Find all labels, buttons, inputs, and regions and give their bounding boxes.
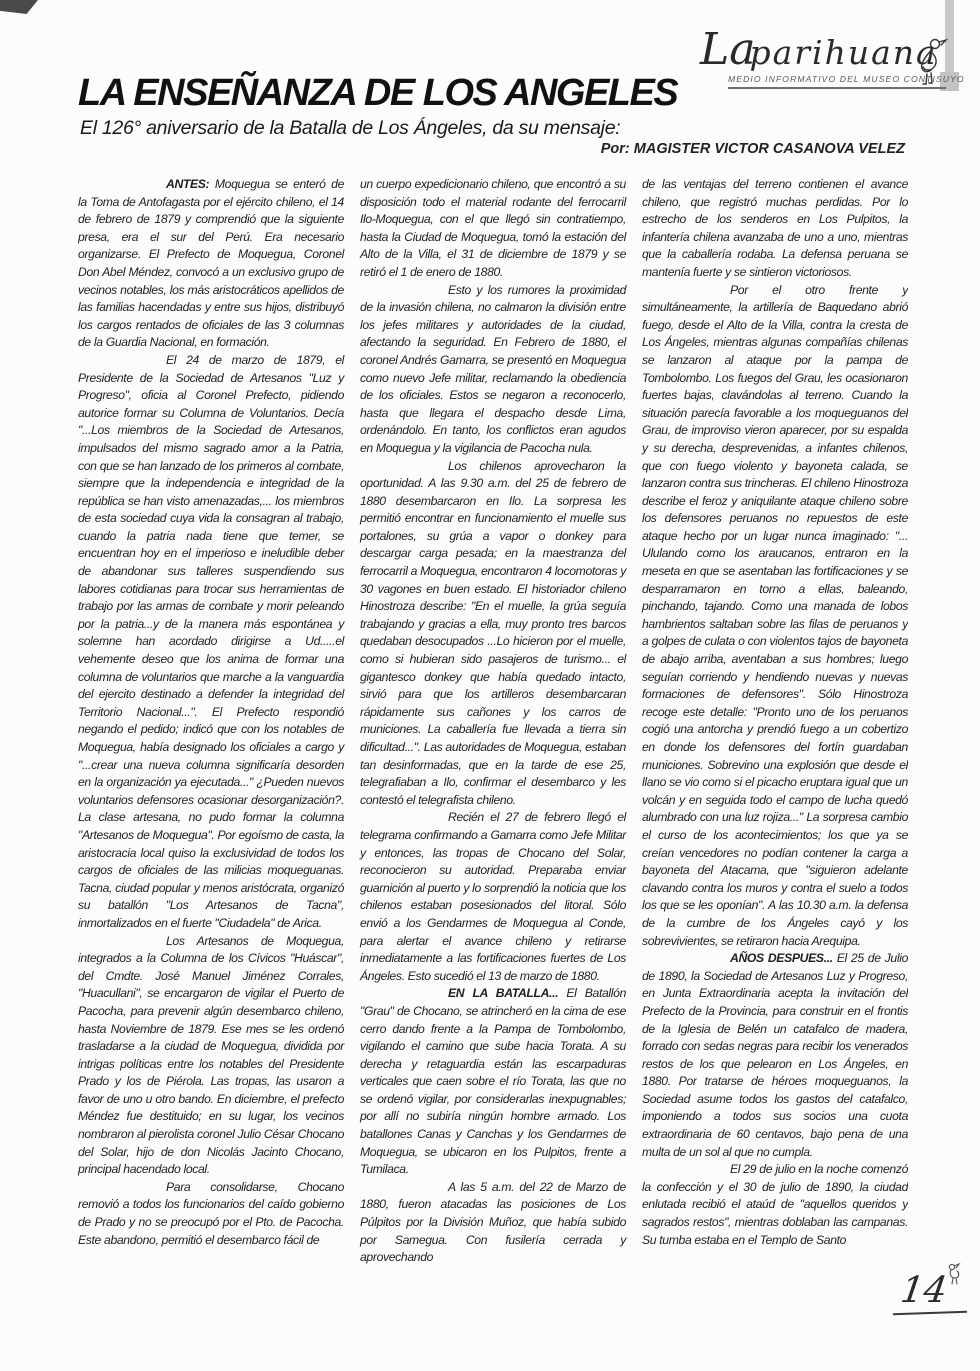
paragraph: Esto y los rumores la proximidad de la invasión chilena, no calmaron la división entre los jefes militares y autoridades de la ciudad, afectando la seguridad. En Febrero de 1880, el coronel Andrés Gamarra, se presentó en Moquegua como nuevo Jefe militar, reclamando la obediencia de los oficiales. Estos se negaron a reconocerlo, hasta que llegara el despacho desde Lima, ordenándolo. En tanto, los conflictos eran agudos en Moquegua y la vigilancia de Pacocha nula. [360,282,626,455]
page-number-block [893,1262,971,1320]
paragraph: un cuerpo expedicionario chileno, que encontró a su disposición todo el material rodante del ferrocarril Ilo-Moquegua, con el que llegó sin contratiempo, hasta la Ciudad de Moquegua, tomó la estación del Alto de la Villa, el 31 de diciembre de 1879 y se retiró el 1 de enero de 1880. [360,177,626,279]
page-corner-artifact [0,0,38,14]
page-number: 14 [898,1270,950,1311]
article-column-3 [642,176,908,1358]
author-byline: Por: MAGISTER VICTOR CASANOVA VELEZ [600,141,905,157]
paragraph: Los Artesanos de Moquegua, integrados a la Columna de los Cívicos "Huáscar", del Cmdte. José Manuel Jiménez Corrales, "Huacullani", se encargaron de vigilar el Puerto de Pacocha, para prevenir algún desembarco chileno, hasta Noviembre de 1879. Ese mes se les ordenó trasladarse a la ciudad de Moquegua, dividida por intrigas políticas entre los notables del Presidente Prado y los de Piérola. Las tropas, las usaron a favor de uno u otro bando. En diciembre, el prefecto Méndez fue destituido; en su lugar, los vecinos nombraron al pierolista coronel Julio César Chocano del Solar, hijo de don Nicolás Jacinto Chocano, principal hacendado local. [78,933,344,1177]
masthead [700,24,965,89]
article-column-1 [78,176,344,1358]
paragraph: Los chilenos aprovecharon la oportunidad. A las 9.30 a.m. del 25 de febrero de 1880 desembarcaron en Ilo. La sorpresa les permitió encontrar en funcionamiento el muelle sus portalones, su grúa a vapor o donkey para descargar carga pesada; en la maestranza del ferrocarril a Moquegua, encontraron 4 locomotoras y 30 vagones en buen estado. El historiador chileno Hinostroza describe: "En el muelle, la grúa seguía trabajando y gracias a ella, muy pronto tres barcos quedaban desocupados ...Lo hicieron por el muelle, como si hubieran sido pasajeros de turismo... el gigantesco donkey que había quedado intacto, sirvió para que los artilleros desembarcaran rápidamente sus cañones y los carros de municiones. La caballería fue llevada a tierra sin dificultad...". Las autoridades de Moquegua, estaban tan desinformadas, que en la tarde de ese 25, telegrafiaban a Ilo, confirmar el desembarco y les contestó el telegrafista chileno. [360,458,626,807]
parihuana-bird-icon [908,36,948,93]
section-lead-antes: ANTES: [166,177,210,191]
article-body [78,176,908,1358]
page-subtitle: El 126° aniversario de la Batalla de Los Ángeles, da su mensaje: [80,117,621,139]
paragraph: Por el otro frente y simultáneamente, la artillería de Baquedano abrió fuego, desde el Alto de la Villa, contra la cresta de Los Ángeles, mientras algunas compañías chilenas se lanzaron al ataque por la pampa de Tombolombo. Los fuegos del Grau, les ocasionaron fuertes bajas, clavándolas al terreno. Cuando la situación parecía favorable a los moqueguanos del Grau, de improviso vieron aparecer, por su espalda y su derecha, desprevenidas, a infantes chilenos, que con fuego violento y bayoneta calada, se lanzaron contra sus trincheras. El chileno Hinostroza describe el feroz y aniquilante ataque chileno sobre los defensores peruanos no repuestos de este ataque hecho por un lugar nunca imaginado: "... Ululando como los araucanos, entraron en la meseta en que se asentaban las fortificaciones y se desparramaron en torno a ellas, baleando, pinchando, tajando. Como una manada de lobos hambrientos saltaban sobre las filas de peruanos y a golpes de culata o con violentos tajos de bayoneta de abajo arriba, aventaban a sus hombres; luego seguían corriendo y hendiendo nuevas y nuevas formaciones de defensores". Sólo Hinostroza recoge este detalle: "Pronto uno de los peruanos cogió una antorcha y prendió fuego a un cobertizo en donde los defensores del fortín guardaban municiones. Sobrevino una explosión que desde el llano se vio como si el picacho eruptara igual que un volcán y en seguida todo el campo de lucha quedó alumbrado con una luz rojiza..." La sorpresa cambio el curso de los acontecimientos; los que ya se creían vencedores no podían contener la carga a bayoneta del Atacama, que "siguieron adelante clavando contra los muros y contra el suelo a todos los que se les oponían". A las 10.30 a.m. la defensa de la cumbre de los Ángeles cayó y los sobrevivientes, se retiraron hacia Arequipa. [642,282,908,948]
logo-rest-text: parihuana [749,33,938,72]
paragraph: AÑOS DESPUES... El 25 de Julio de 1890, la Sociedad de Artesanos Luz y Progreso, en Junta Extraordinaria acepta la invitación del Prefecto de la Provincia, para construir en el frontis de la Iglesia de Belén un catafalco de madera, forrado con sedas negras para recibir los venerados restos de los que pelearon en Los Ángeles, en 1880. Por tratarse de héroes moqueguanos, la Sociedad asume todos los gastos del catafalco, imponiendo a todos sus socios una cuota extraordinaria de 60 centavos, bajo pena de una multa de un sol al que no cumpla. [642,951,908,1159]
paragraph: El 29 de julio en la noche comenzó la confección y el 30 de julio de 1890, la ciudad enlutada recibió el ataúd de "aquellos queridos y sagrados restos", mientras doblaban las campanas. Su tumba estaba en el Templo de Santo [642,1162,908,1247]
paragraph: El 24 de marzo de 1879, el Presidente de la Sociedad de Artesanos "Luz y Progreso", oficia al Coronel Prefecto, pidiendo autorice formar su Columna de Voluntarios. Decía "...Los miembros de la Sociedad de Artesanos, impulsados del mismo sagrado amor a la Patria, con que se han lanzado de los primeros al combate, siempre que la independencia e integridad de la república se han visto amenazadas,... los miembros de esta sociedad cuya vida la consagran al trabajo, cuando la patria nada tiene que temer, se encuentran hoy en el imperioso e ineludible deber de abandonar sus talleres suspendiendo sus labores cotidianas para trocar sus herramientas de trabajo por las armas de combate y morir peleando por la patria...y de la manera más espontánea y solemne han acordado dirigirse a Ud.....el vehemente deseo que los anima de formar una columna de voluntarios que marche a la vanguardia del ejercito destinado a defender la integridad del Territorio Nacional...". El Prefecto respondió negando el pedido; indicó que con los notables de Moquegua, había designado los oficiales a cargo y "...crear una nueva columna significaría desorden en la organización ya ejecutada..." ¿Pueden nuevos voluntarios defensores ocasionar desorganización?. La clase artesana, no pudo formar la columna "Artesanos de Moquegua". Por egoísmo de casta, la aristocracia local quiso la exclusividad de todos los cargos de oficiales de las milicias moqueguanas. Tacna, ciudad popular y menos aristócrata, organizó su batallón "Los Artesanos de Tacna", inmortalizados en el fuerte "Ciudadela" de Arica. [78,352,344,930]
paragraph: A las 5 a.m. del 22 de Marzo de 1880, fueron atacadas las posiciones de Los Púlpitos por la División Muñoz, que había subido por Samegua. Con fusilería cerrada y aprovechando [360,1179,626,1265]
paragraph: EN LA BATALLA... El Batallón "Grau" de Chocano, se atrincheró en la cima de ese cerro dando frente a la Pampa de Tombolombo, vigilando el camino que sube hacia Torata. A su derecha y retaguardia están las escarpaduras verticales que caen sobre el río Torata, las que no se ordenó vigilar, por considerarlas inexpugnables; por allí no subiría ningún hombre armado. Los batallones Canas y Canchas y los Gendarmes de Moquegua, se ubicaron en los Pulpitos, frente a Tumilaca. [360,986,626,1177]
article-column-2 [360,176,626,1358]
logo-tagline: MEDIO INFORMATIVO DEL MUSEO CONTISUYO [728,74,946,89]
section-lead-en-la-batalla: EN LA BATALLA... [448,986,559,1001]
page-title: LA ENSEÑANZA DE LOS ANGELES [78,72,678,114]
paragraph: Para consolidarse, Chocano removió a todos los funcionarios del caído gobierno de Prado y no se preocupó por el Pto. de Pacocha. Este abandono, permitió el desembarco fácil de [78,1179,344,1247]
paragraph: Recién el 27 de febrero llegó el telegrama confirmando a Gamarra como Jefe Militar y entonces, las tropas de Chocano del Solar, reconocieron su autoridad. Preparaba enviar guarnición al puerto y lo sorprendió la noticia que los chilenos estaban posesionados del litoral. Sólo envió a los Gendarmes de Moquegua al Conde, para alertar el avance chileno y retirarse inmediatamente a las fortificaciones fuertes de Los Ángeles. Esto sucedió el 13 de marzo de 1880. [360,810,626,983]
paragraph: ANTES: Moquegua se enteró de la Toma de Antofagasta por el ejército chileno, el 14 de febrero de 1879 y comprendió que la siguiente presa, era el sur del Perú. Era necesario organizarse. El Prefecto de Moquegua, Coronel Don Abel Méndez, convocó a un exclusivo grupo de vecinos notables, los más aristocráticos apellidos de las familias hacendadas y entre sus hijos, distribuyó los cargos rentados de oficiales de las 3 columnas de la Guardia Nacional, en formación. [78,177,344,350]
logo-la-text: La [700,24,756,75]
paragraph: de las ventajas del terreno contienen el avance chileno, que registró muchas perdidas. Por lo estrecho de los senderos en Los Pulpitos, la infantería chilena avanzaba de uno a uno, mientras que la caballería rodaba. La defensa peruana se mantenía fuerte y se sintieron victoriosos. [642,177,908,279]
page-number-underline [893,1311,967,1316]
section-lead-anos-despues: AÑOS DESPUES... [730,951,833,966]
